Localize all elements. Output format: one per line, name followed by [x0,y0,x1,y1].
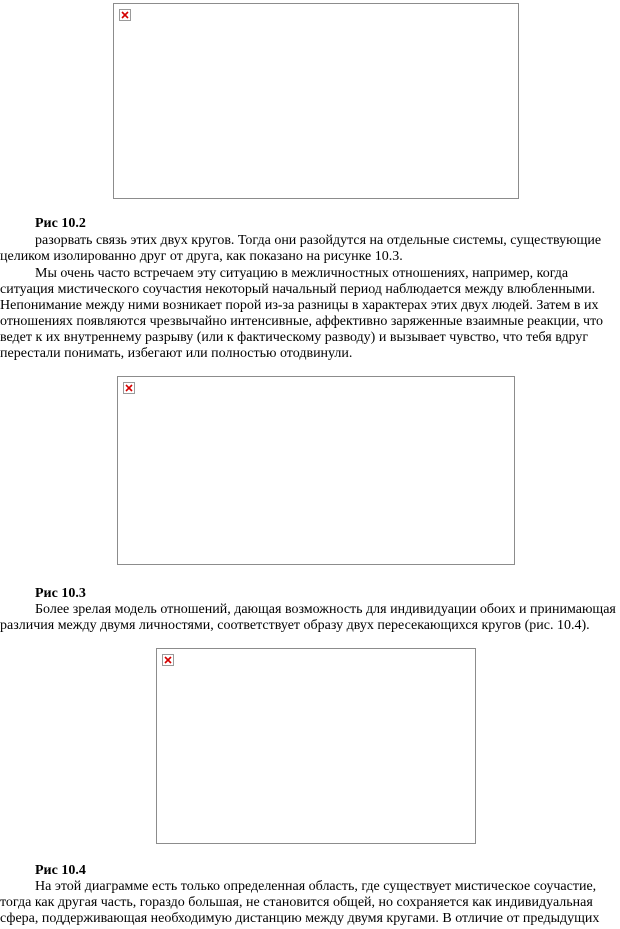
text-line: тогда как другая часть, гораздо большая, не становится общей, но сохраняется как индивидуальная [0,895,593,910]
text-line: ведет к их внутреннему разрыву (или к фактическому разводу) и вызывает чувство, что тебя вдруг [0,330,589,345]
broken-image-icon [162,654,174,666]
text-line: На этой диаграмме есть только определенная область, где существует мистическое соучастие, [35,879,597,894]
text-line: Мы очень часто встречаем эту ситуацию в межличностных отношениях, например, когда [35,266,569,281]
text-line: целиком изолированно друг от друга, как показано на рисунке 10.3. [0,249,403,264]
figure-caption-10-2: Рис 10.2 [35,216,86,231]
figure-10-2-image [113,3,519,199]
broken-image-icon [119,9,131,21]
figure-10-4-image [156,648,476,844]
figure-10-3-image [117,376,515,565]
figure-caption-10-3: Рис 10.3 [35,586,86,601]
text-line: сфера, поддерживающая необходимую дистанцию между двумя кругами. В отличие от предыдущих [0,911,600,926]
broken-image-icon [123,382,135,394]
text-line: Непонимание между ними возникает порой из-за разницы в характерах этих двух людей. Затем в их [0,298,599,313]
text-line: разорвать связь этих двух кругов. Тогда они разойдутся на отдельные системы, существующие [35,233,602,248]
text-line: перестали понимать, избегают или полностью отодвинули. [0,346,353,361]
text-line: различия между двумя личностями, соответствует образу двух пересекающихся кругов (рис. 10.4). [0,618,590,633]
figure-caption-10-4: Рис 10.4 [35,863,86,878]
text-line: отношениях появляются чрезвычайно интенсивные, аффективно заряженные взаимные реакции, что [0,314,604,329]
text-line: Более зрелая модель отношений, дающая возможность для индивидуации обоих и принимающая [35,602,616,617]
text-line: ситуация мистического соучастия некоторый начальный период наблюдается между влюбленными. [0,282,596,297]
